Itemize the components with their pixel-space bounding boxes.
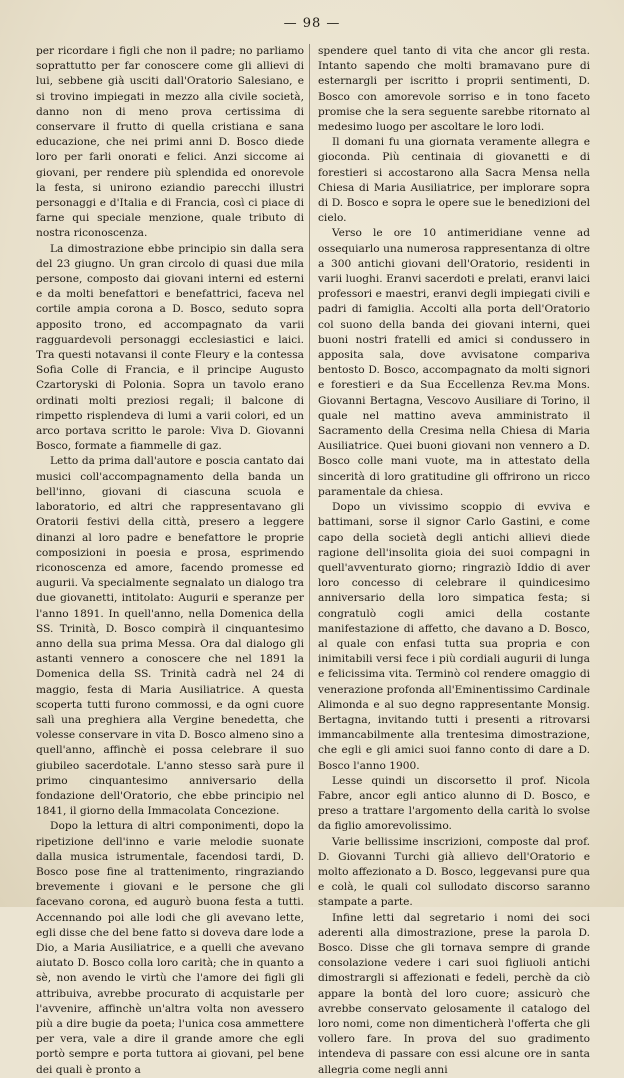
paragraph: Varie bellissime inscrizioni, composte dal prof. D. Giovanni Turchi già allievo dell'Oratorio e molto affezionato a D. Bosco, leggevansi pure qua e colà, le quali col sullodato discorso saranno stampate a parte.	[318, 835, 590, 909]
paragraph: La dimostrazione ebbe principio sin dalla sera del 23 giugno. Un gran circolo di quasi due mila persone, composto dai giovani interni ed esterni e da molti benefattori e benefattrici, faceva nel cortile ampia corona a D. Bosco, seduto sopra apposito trono, ed accompagnato da varii ragguardevoli personaggi ecclesiastici e laici. Tra questi notavansi il conte Fleury e la contessa Sofia Colle di Francia, e il principe Augusto Czartoryski di Polonia. Sopra un tavolo erano ordinati molti preziosi regali; il balcone di rimpetto risplendeva di lumi a varii colori, ed un arco portava scritto le parole: Viva D. Giovanni Bosco, formate a fiammelle di gaz.	[36, 242, 304, 453]
paragraph: Il domani fu una giornata veramente allegra e gioconda. Più centinaia di giovanetti e di forestieri si accostarono alla Sacra Mensa nella Chiesa di Maria Ausiliatrice, per implorare sopra di D. Bosco e sopra le opere sue le benedizioni del cielo.	[318, 136, 590, 225]
page-number: — 98 —	[283, 16, 341, 31]
paragraph: Infine letti dal segretario i nomi dei soci aderenti alla dimostrazione, prese la parola D. Bosco. Disse che gli tornava sempre di grande consolazione vedere i cari suoi figliuoli antichi dimostrargli si affezionati e fedeli, perchè da ciò appare la bontà del loro cuore; assicurò che avrebbe conservato gelosamente il catalogo del loro nomi, come non dimenticherà l'offerta che gli vollero fare. In prova del suo gradimento intendeva di passare con essi alcune ore in santa allegria come negli anni	[318, 911, 590, 1076]
paragraph: Dopo un vivissimo scoppio di evviva e battimani, sorse il signor Carlo Gastini, e come capo della società degli antichi allievi diede ragione dell'insolita gioia dei suoi compagni in quell'avventurato giorno; ringraziò Iddio di aver loro concesso di celebrare il quindicesimo anniversario della loro simpatica festa; si congratulò cogli amici della costante manifestazione di affetto, che davano a D. Bosco, al quale con enfasi tutta sua propria e con inimitabili versi fece i più cordiali augurii di lunga e felicissima vita. Terminò col rendere omaggio di venerazione profonda all'Eminentissimo Cardinale Alimonda e al suo degno rappresentante Monsig. Bertagna, invitando tutti i presenti a ritrovarsi immancabilmente alla trentesima dimostrazione, che egli e gli amici suoi fanno conto di dare a D. Bosco l'anno 1900.	[318, 501, 590, 772]
paragraph: Verso le ore 10 antimeridiane venne ad ossequiarlo una numerosa rappresentanza di oltre a 300 antichi giovani dell'Oratorio, residenti in varii luoghi. Eranvi sacerdoti e prelati, eranvi laici professori e maestri, eranvi degli impiegati civili e padri di famiglia. Accolti alla porta dell'Oratorio col suono della banda dei giovani interni, quei buoni nostri fratelli ed amici si condussero in apposita sala, dove avvisatone compariva bentosto D. Bosco, accompagnato da molti signori e forestieri e da Sua Eccellenza Rev.ma Mons. Giovanni Bertagna, Vescovo Ausiliare di Torino, il quale nel mattino aveva amministrato il Sacramento della Cresima nella Chiesa di Maria Ausiliatrice. Quei buoni giovani non vennero a D. Bosco colle mani vuote, ma in attestato della sincerità di loro gratitudine gli offrirono un ricco paramentale da chiesa.	[318, 227, 590, 498]
paragraph: per ricordare i figli che non il padre; no parliamo soprattutto per far conoscere come gli allievi di lui, sebbene già usciti dall'Oratorio Salesiano, e si trovino impiegati in mezzo alla civile società, danno non di meno prova certissima di conservare il frutto di quella cristiana e sana educazione, che nei primi anni D. Bosco diede loro per farli onorati e felici. Anzi siccome ai giovani, per rendere più splendida ed onorevole la festa, si unirono eziandio parecchi illustri personaggi e d'Italia e di Francia, così ci piace di farne qui speciale menzione, quale tributo di nostra riconoscenza.	[36, 45, 304, 240]
column-divider	[309, 44, 310, 890]
paragraph: spendere quel tanto di vita che ancor gli resta. Intanto sapendo che molti bramavano pure di esternargli per iscritto i proprii sentimenti, D. Bosco con amorevole sorriso e in tono faceto promise che la sera seguente sarebbe ritornato al medesimo luogo per ascoltare le loro lodi.	[318, 45, 590, 134]
right-column	[318, 44, 590, 1078]
left-column	[36, 44, 304, 1078]
paragraph: Dopo la lettura di altri componimenti, dopo la ripetizione dell'inno e varie melodie suonate dalla musica istrumentale, facendosi tardi, D. Bosco pose fine al trattenimento, ringraziando brevemente i giovani e le persone che gli facevano corona, ed augurò buona festa a tutti. Accennando poi alle lodi che gli avevano lette, egli disse che del bene fatto si doveva dare lode a Dio, a Maria Ausiliatrice, e a quelli che avevano aiutato D. Bosco colla loro carità; che in quanto a sè, non avendo le virtù che l'amore dei figli gli attribuiva, avrebbe procurato di acquistarle per l'avvenire, affinchè un'altra volta non avessero più a dire bugie da poeta; l'unica cosa ammettere per vera, vale a dire il grande amore che egli portò sempre e porta tuttora ai giovani, pel bene dei quali è pronto a	[36, 820, 304, 1076]
paragraph: Lesse quindi un discorsetto il prof. Nicola Fabre, ancor egli antico alunno di D. Bosco, e preso a trattare l'argomento della carità lo svolse da figlio amorevolissimo.	[318, 774, 590, 833]
paragraph: Letto da prima dall'autore e poscia cantato dai musici coll'accompagnamento della banda un bell'inno, giovani di ciascuna scuola e laboratorio, ed altri che rappresentavano gli Oratorii festivi della città, presero a leggere dinanzi al loro padre e benefattore le proprie composizioni in poesia e prosa, esprimendo riconoscenza ed amore, facendo promesse ed augurii. Va specialmente segnalato un dialogo tra due giovanetti, intitolato: Augurii e speranze per l'anno 1891. In quell'anno, nella Domenica della SS. Trinità, D. Bosco compirà il cinquantesimo anno della sua prima Messa. Ora dal dialogo gli astanti vennero a conoscere che nel 1891 la Domenica della SS. Trinità cadrà nel 24 di maggio, festa di Maria Ausiliatrice. A questa scoperta tutti furono commossi, e da ogni cuore salì una preghiera alla Vergine benedetta, che volesse conservare in vita D. Bosco almeno sino a quell'anno, affinchè ei possa celebrare il suo giubileo sacerdotale. L'anno stesso sarà pure il primo cinquantesimo anniversario della fondazione dell'Oratorio, che ebbe principio nel 1841, il giorno della Immacolata Concezione.	[36, 455, 304, 818]
